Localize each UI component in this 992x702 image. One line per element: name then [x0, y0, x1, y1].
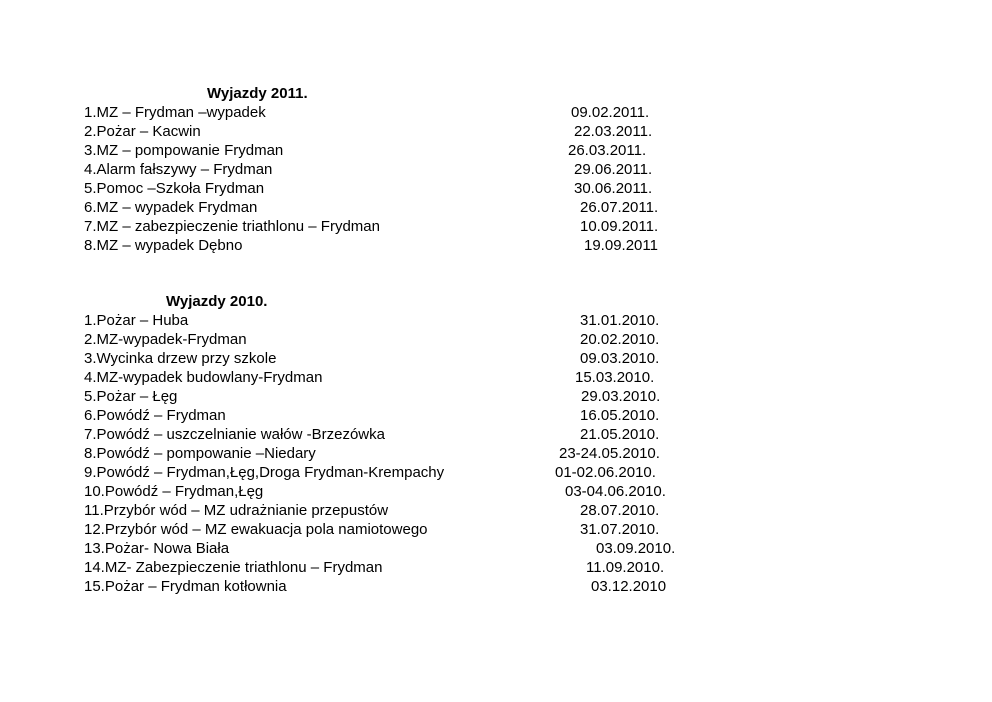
entry-date: 10.09.2011. [580, 218, 659, 235]
list-item [84, 539, 704, 558]
entry-date: 15.03.2010. [575, 369, 655, 386]
entry-list [84, 103, 704, 255]
list-item [84, 217, 704, 236]
list-item [84, 198, 704, 217]
list-item [84, 425, 704, 444]
section-heading: Wyjazdy 2011. [207, 85, 308, 102]
entry-label: 14.MZ- Zabezpieczenie triathlonu – Frydman [84, 559, 383, 576]
entry-date: 29.06.2011. [574, 161, 653, 178]
list-item [84, 122, 704, 141]
entry-label: 10.Powódź – Frydman,Łęg [84, 483, 264, 500]
entry-date: 31.07.2010. [580, 521, 660, 538]
entry-label: 12.Przybór wód – MZ ewakuacja pola namiotowego [84, 521, 428, 538]
list-item [84, 103, 704, 122]
entry-label: 7.MZ – zabezpieczenie triathlonu – Frydman [84, 218, 380, 235]
list-item [84, 160, 704, 179]
entry-date: 03-04.06.2010. [565, 483, 666, 500]
entry-label: 9.Powódź – Frydman,Łęg,Droga Frydman-Krempachy [84, 464, 445, 481]
list-item [84, 501, 704, 520]
entry-date: 16.05.2010. [580, 407, 660, 424]
entry-label: 6.MZ – wypadek Frydman [84, 199, 258, 216]
entry-date: 23-24.05.2010. [559, 445, 660, 462]
list-item [84, 577, 704, 596]
list-item [84, 558, 704, 577]
entry-date: 29.03.2010. [581, 388, 661, 405]
entry-date: 01-02.06.2010. [555, 464, 656, 481]
list-item [84, 387, 704, 406]
entry-label: 2.Pożar – Kacwin [84, 123, 201, 140]
entry-date: 09.02.2011. [571, 104, 650, 121]
entry-label: 3.Wycinka drzew przy szkole [84, 350, 277, 367]
entry-label: 3.MZ – pompowanie Frydman [84, 142, 284, 159]
entry-label: 13.Pożar- Nowa Biała [84, 540, 230, 557]
entry-date: 03.12.2010 [591, 578, 667, 595]
section-2010 [84, 292, 704, 596]
entry-label: 1.MZ – Frydman –wypadek [84, 104, 266, 121]
entry-label: 6.Powódź – Frydman [84, 407, 226, 424]
entry-date: 28.07.2010. [580, 502, 660, 519]
entry-label: 2.MZ-wypadek-Frydman [84, 331, 247, 348]
entry-label: 8.MZ – wypadek Dębno [84, 237, 243, 254]
entry-label: 11.Przybór wód – MZ udrażnianie przepustów [84, 502, 389, 519]
list-item [84, 406, 704, 425]
entry-date: 26.03.2011. [568, 142, 647, 159]
list-item [84, 330, 704, 349]
list-item [84, 349, 704, 368]
entry-date: 20.02.2010. [580, 331, 660, 348]
entry-date: 30.06.2011. [574, 180, 653, 197]
entry-label: 7.Powódź – uszczelnianie wałów -Brzezówka [84, 426, 385, 443]
entry-date: 19.09.2011 [584, 237, 658, 254]
list-item [84, 444, 704, 463]
section-2011 [84, 84, 704, 255]
entry-label: 5.Pożar – Łęg [84, 388, 178, 405]
entry-list [84, 311, 704, 596]
entry-label: 4.MZ-wypadek budowlany-Frydman [84, 369, 323, 386]
list-item [84, 311, 704, 330]
entry-label: 8.Powódź – pompowanie –Niedary [84, 445, 316, 462]
entry-date: 21.05.2010. [580, 426, 660, 443]
entry-label: 5.Pomoc –Szkoła Frydman [84, 180, 265, 197]
list-item [84, 236, 704, 255]
entry-date: 31.01.2010. [580, 312, 660, 329]
section-heading: Wyjazdy 2010. [166, 293, 268, 310]
list-item [84, 368, 704, 387]
list-item [84, 463, 704, 482]
entry-label: 1.Pożar – Huba [84, 312, 189, 329]
list-item [84, 520, 704, 539]
entry-date: 22.03.2011. [574, 123, 653, 140]
entry-date: 03.09.2010. [596, 540, 676, 557]
entry-date: 26.07.2011. [580, 199, 659, 216]
list-item [84, 179, 704, 198]
entry-label: 4.Alarm fałszywy – Frydman [84, 161, 273, 178]
entry-date: 09.03.2010. [580, 350, 660, 367]
entry-label: 15.Pożar – Frydman kotłownia [84, 578, 287, 595]
entry-date: 11.09.2010. [586, 559, 665, 576]
list-item [84, 141, 704, 160]
list-item [84, 482, 704, 501]
